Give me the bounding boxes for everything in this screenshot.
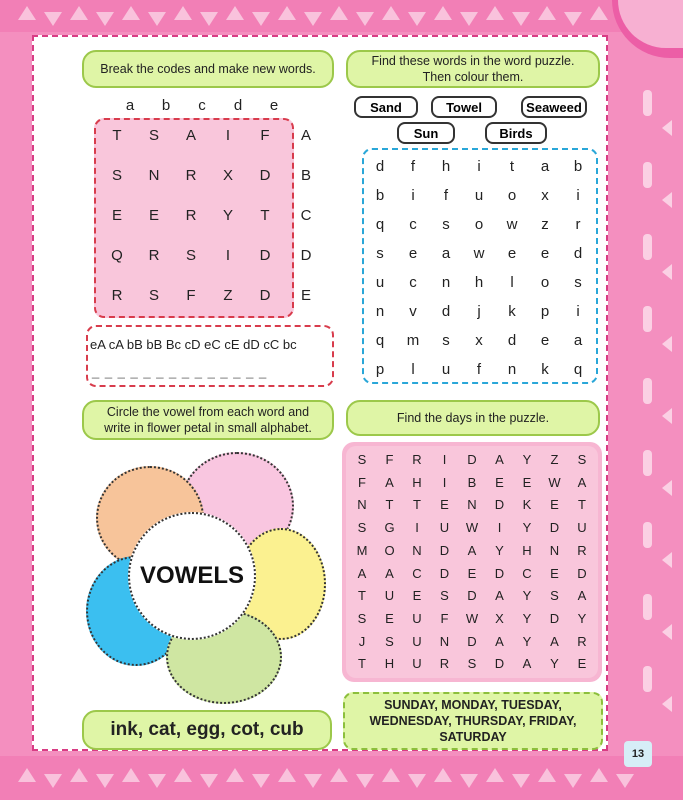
days-puzzle-cell[interactable]: S (577, 452, 587, 467)
triangle-decor (460, 12, 478, 26)
days-puzzle-cell[interactable]: A (550, 633, 559, 649)
days-puzzle-cell[interactable]: A (577, 474, 587, 490)
triangle-decor (148, 12, 166, 26)
code-row-key: A (300, 127, 311, 144)
days-puzzle-cell[interactable]: U (412, 656, 422, 672)
days-puzzle-cell[interactable]: E (550, 565, 559, 581)
days-instruction-text: Find the days in the puzzle. (396, 410, 550, 425)
triangle-decor (148, 774, 166, 788)
days-list-line3: SATURDAY (439, 730, 507, 745)
days-puzzle-cell[interactable]: D (549, 610, 560, 626)
word-puzzle-cell[interactable]: w (506, 216, 518, 233)
days-puzzle-cell[interactable]: Y (522, 588, 532, 604)
triangle-decor (538, 6, 556, 20)
triangle-decor (96, 12, 114, 26)
side-arrow-decor (662, 624, 672, 640)
triangle-decor (278, 768, 296, 782)
triangle-decor (434, 768, 452, 782)
word-puzzle-cell[interactable]: r (575, 216, 581, 233)
days-puzzle-cell[interactable]: Y (550, 656, 559, 672)
code-grid-cell: S (148, 287, 159, 304)
vowel-instruction-line1: Circle the vowel from each word and (106, 404, 310, 419)
days-puzzle-cell[interactable]: E (522, 474, 532, 490)
word-puzzle-cell[interactable]: p (375, 361, 385, 378)
days-puzzle-cell[interactable]: A (577, 588, 587, 604)
vowel-instruction (82, 400, 334, 440)
word-puzzle-cell[interactable]: j (477, 303, 481, 320)
word-puzzle-instruction (346, 50, 600, 88)
triangle-decor (304, 774, 322, 788)
days-puzzle-cell[interactable]: X (495, 610, 504, 626)
codes-instruction-text: Break the codes and make new words. (100, 61, 316, 76)
side-dash-decor (643, 234, 652, 260)
days-puzzle-cell[interactable]: N (412, 542, 422, 558)
triangle-decor (330, 6, 348, 20)
code-grid-cell: T (260, 207, 270, 224)
code-grid-cell: R (185, 167, 197, 184)
word-puzzle-cell[interactable]: q (375, 332, 385, 349)
triangle-decor (70, 6, 88, 20)
triangle-decor (174, 6, 192, 20)
word-puzzle-cell[interactable]: c (409, 274, 417, 291)
code-col-key: a (125, 97, 135, 114)
word-puzzle-cell[interactable]: f (410, 158, 416, 175)
code-grid-cell: S (111, 167, 122, 184)
word-puzzle-cell[interactable]: u (474, 187, 484, 204)
word-puzzle-cell[interactable]: n (507, 361, 517, 378)
triangle-decor (486, 6, 504, 20)
days-puzzle-cell[interactable]: T (358, 656, 366, 672)
days-puzzle-cell[interactable]: A (357, 565, 367, 581)
word-puzzle-instruction-line1: Find these words in the word puzzle. (371, 53, 575, 68)
search-word-chip: Towel (431, 96, 497, 118)
code-grid-cell: Y (222, 207, 233, 224)
triangle-decor (590, 768, 608, 782)
triangle-decor (590, 6, 608, 20)
word-puzzle-cell[interactable]: e (540, 332, 550, 349)
word-puzzle-cell[interactable]: v (409, 303, 417, 320)
days-puzzle-cell[interactable]: F (385, 452, 394, 467)
word-puzzle-cell[interactable]: s (442, 332, 450, 349)
word-puzzle-cell[interactable]: p (540, 303, 550, 320)
code-row-key: E (300, 287, 311, 304)
answer-blanks[interactable]: _ _ _ _ _ _ _ _ _ _ _ _ _ _ (92, 364, 268, 379)
word-puzzle-cell[interactable]: k (508, 303, 516, 320)
word-puzzle-cell[interactable]: f (476, 361, 482, 378)
word-puzzle-cell[interactable]: s (442, 216, 450, 233)
triangle-decor (356, 774, 374, 788)
triangle-decor (252, 12, 270, 26)
search-word-chip: Sun (397, 122, 455, 144)
word-puzzle-cell[interactable]: o (507, 187, 517, 204)
word-puzzle-cell[interactable]: i (576, 187, 580, 204)
triangle-decor (538, 768, 556, 782)
triangle-decor (382, 768, 400, 782)
days-puzzle-cell[interactable]: F (440, 610, 449, 626)
side-dash-decor (643, 162, 652, 188)
word-puzzle-cell[interactable]: c (409, 216, 417, 233)
word-puzzle-cell[interactable]: x (475, 332, 483, 349)
word-puzzle-instruction-line2: Then colour them. (422, 70, 524, 84)
word-puzzle-cell[interactable]: d (507, 332, 517, 349)
word-puzzle-cell[interactable]: a (540, 158, 550, 175)
side-dash-decor (643, 450, 652, 476)
vowel-words (82, 710, 332, 750)
word-puzzle-cell[interactable]: n (441, 274, 451, 291)
days-puzzle-cell[interactable]: U (439, 520, 450, 536)
triangle-decor (434, 6, 452, 20)
code-grid-cell: S (148, 127, 159, 144)
word-puzzle-cell[interactable]: e (540, 245, 550, 262)
days-puzzle-cell[interactable]: A (495, 633, 504, 649)
triangle-decor (564, 774, 582, 788)
days-puzzle-cell[interactable]: H (522, 542, 532, 558)
word-puzzle-cell[interactable]: i (411, 187, 415, 204)
side-arrow-decor (662, 408, 672, 424)
triangle-decor (304, 12, 322, 26)
word-puzzle-cell[interactable]: e (408, 245, 418, 262)
code-row-key: C (300, 207, 312, 224)
side-arrow-decor (662, 696, 672, 712)
triangle-decor (486, 768, 504, 782)
days-puzzle-cell[interactable]: U (412, 633, 422, 649)
word-puzzle-cell[interactable]: x (541, 187, 549, 204)
days-puzzle-cell[interactable]: D (494, 656, 505, 672)
code-grid-cell: A (185, 127, 196, 144)
word-puzzle-cell[interactable]: b (573, 158, 583, 175)
triangle-decor (564, 12, 582, 26)
days-puzzle-cell[interactable]: H (384, 656, 395, 672)
days-puzzle-cell[interactable]: C (522, 565, 532, 581)
side-arrow-decor (662, 264, 672, 280)
triangle-decor (122, 6, 140, 20)
days-puzzle-cell[interactable]: N (357, 497, 367, 513)
days-puzzle-cell[interactable]: U (577, 520, 587, 536)
word-puzzle-cell[interactable]: l (510, 274, 514, 291)
days-puzzle-cell[interactable]: W (465, 610, 479, 626)
code-grid-cell: E (111, 207, 122, 224)
triangle-decor (382, 6, 400, 20)
days-puzzle-cell[interactable]: C (412, 565, 422, 581)
days-list (343, 692, 603, 750)
days-list-line1: SUNDAY, MONDAY, TUESDAY, (384, 697, 562, 712)
word-puzzle-cell[interactable]: h (474, 274, 484, 291)
code-col-key: b (161, 97, 171, 114)
days-puzzle-cell[interactable]: T (578, 497, 586, 513)
word-puzzle-cell[interactable]: i (477, 158, 481, 175)
code-grid-cell: Q (111, 247, 123, 264)
days-puzzle-cell[interactable]: E (440, 497, 449, 513)
triangle-decor (460, 774, 478, 788)
days-puzzle-cell[interactable]: E (550, 497, 559, 513)
triangle-decor (226, 6, 244, 20)
days-puzzle-cell[interactable]: M (356, 542, 368, 558)
days-puzzle-cell[interactable]: S (385, 633, 394, 649)
word-puzzle-cell[interactable]: a (573, 332, 583, 349)
days-puzzle-cell[interactable]: D (467, 633, 477, 649)
code-grid-cell: D (259, 247, 271, 264)
code-grid-cell: E (148, 207, 159, 224)
days-puzzle-cell[interactable]: U (384, 588, 395, 604)
days-puzzle-cell[interactable]: D (494, 565, 505, 581)
code-grid-cell: X (222, 167, 233, 184)
days-puzzle-cell[interactable]: D (467, 452, 477, 467)
side-arrow-decor (662, 552, 672, 568)
search-word-chip: Sand (354, 96, 418, 118)
days-puzzle-cell[interactable]: Y (522, 633, 532, 649)
word-puzzle-cell[interactable]: d (375, 158, 385, 175)
days-puzzle-cell[interactable]: R (439, 656, 450, 672)
word-puzzle-cell[interactable]: z (541, 216, 549, 233)
triangle-decor (330, 768, 348, 782)
page-number: 13 (624, 741, 652, 767)
triangle-decor (44, 12, 62, 26)
side-dash-decor (643, 666, 652, 692)
days-puzzle-cell[interactable]: D (494, 497, 505, 513)
triangle-decor (356, 12, 374, 26)
word-puzzle-cell[interactable]: a (441, 245, 451, 262)
word-puzzle-cell[interactable]: k (541, 361, 549, 378)
word-puzzle-cell[interactable]: h (441, 158, 451, 175)
word-puzzle-cell[interactable]: u (441, 361, 451, 378)
days-puzzle-cell[interactable]: D (577, 565, 587, 581)
code-col-key: c (198, 97, 206, 114)
days-puzzle-cell[interactable]: F (358, 474, 366, 490)
triangle-decor (408, 774, 426, 788)
days-puzzle-cell[interactable]: A (385, 565, 394, 581)
side-dash-decor (643, 522, 652, 548)
days-puzzle-cell[interactable]: N (467, 497, 477, 513)
days-list-line2: WEDNESDAY, THURSDAY, FRIDAY, (369, 713, 577, 728)
days-puzzle-cell[interactable]: R (577, 633, 587, 649)
days-puzzle-cell[interactable]: R (412, 452, 422, 467)
side-dash-decor (643, 306, 652, 332)
code-grid-cell: R (148, 247, 160, 264)
side-dash-decor (643, 90, 652, 116)
code-grid-cell: F (260, 127, 270, 144)
triangle-decor (122, 768, 140, 782)
days-instruction (346, 400, 600, 436)
flower-center (128, 512, 256, 640)
word-puzzle-cell[interactable]: i (576, 303, 580, 320)
days-puzzle-cell[interactable]: S (550, 588, 559, 604)
side-dash-decor (643, 378, 652, 404)
code-grid-cell: D (259, 167, 271, 184)
triangle-decor (200, 774, 218, 788)
days-puzzle-cell[interactable]: R (577, 542, 587, 558)
days-puzzle-cell[interactable]: J (358, 633, 366, 649)
triangle-decor (512, 774, 530, 788)
word-puzzle-cell[interactable]: d (441, 303, 451, 320)
code-grid-cell: R (111, 287, 123, 304)
days-puzzle-cell[interactable]: E (385, 610, 394, 626)
side-arrow-decor (662, 192, 672, 208)
days-puzzle-cell[interactable]: I (497, 520, 502, 536)
days-puzzle-cell[interactable]: E (467, 565, 477, 581)
days-puzzle-cell[interactable]: K (522, 497, 532, 513)
word-puzzle-cell[interactable]: b (375, 187, 385, 204)
code-grid-cell: F (186, 287, 196, 304)
word-puzzle-cell[interactable]: l (411, 361, 415, 378)
vowel-words-text: ink, cat, egg, cot, cub (110, 719, 304, 740)
word-puzzle-cell[interactable]: f (443, 187, 449, 204)
triangle-decor (616, 774, 634, 788)
days-puzzle-cell[interactable]: N (439, 633, 450, 649)
code-grid-cell: N (148, 167, 160, 184)
word-puzzle-cell[interactable]: q (573, 361, 583, 378)
triangle-decor (96, 774, 114, 788)
days-puzzle-cell[interactable]: I (442, 452, 447, 467)
triangle-decor (278, 6, 296, 20)
code-grid-cell: D (259, 287, 271, 304)
days-puzzle-cell[interactable]: D (439, 565, 450, 581)
word-puzzle-cell[interactable]: e (507, 245, 517, 262)
corner-tab-inner (618, 0, 683, 48)
codes-instruction (82, 50, 334, 88)
days-puzzle-cell[interactable]: A (467, 542, 477, 558)
code-grid-cell: T (112, 127, 122, 144)
triangle-decor (18, 768, 36, 782)
word-puzzle-cell[interactable]: q (375, 216, 385, 233)
triangle-decor (70, 768, 88, 782)
days-puzzle-cell[interactable]: S (467, 656, 477, 672)
days-puzzle-cell[interactable]: S (357, 520, 367, 536)
days-puzzle-cell[interactable]: S (440, 588, 449, 604)
word-puzzle-cell[interactable]: o (474, 216, 484, 233)
vowel-instruction-line2: write in flower petal in small alphabet. (104, 421, 312, 435)
days-puzzle-cell[interactable]: A (522, 656, 532, 672)
days-puzzle-cell[interactable]: T (358, 588, 366, 604)
days-puzzle-cell[interactable]: Y (495, 542, 504, 558)
side-arrow-decor (662, 120, 672, 136)
days-puzzle-cell[interactable]: Y (577, 610, 587, 626)
days-puzzle-cell[interactable]: T (385, 497, 394, 513)
code-grid-cell: S (185, 247, 196, 264)
word-puzzle-cell[interactable]: n (375, 303, 385, 320)
days-puzzle-cell[interactable]: N (549, 542, 560, 558)
word-puzzle-cell[interactable]: s (574, 274, 582, 291)
days-puzzle-cell[interactable]: U (412, 610, 422, 626)
days-puzzle-cell[interactable]: A (495, 588, 504, 604)
days-puzzle-cell[interactable]: S (357, 610, 367, 626)
word-puzzle-cell[interactable]: o (540, 274, 550, 291)
days-puzzle-cell[interactable]: G (384, 520, 395, 536)
days-puzzle-cell[interactable]: D (439, 542, 450, 558)
word-puzzle-cell[interactable]: t (509, 158, 515, 175)
days-puzzle-cell[interactable]: T (413, 497, 421, 513)
code-grid-cell: I (225, 247, 231, 264)
code-grid-cell: Z (223, 287, 233, 304)
days-puzzle-cell[interactable]: A (495, 452, 504, 467)
days-puzzle-cell[interactable]: I (415, 520, 419, 536)
code-row-key: B (300, 167, 311, 184)
days-puzzle-cell[interactable]: O (384, 542, 395, 558)
codes-to-break: eA cA bB bB Bc cD eC cE dD cC bc (90, 337, 297, 352)
days-puzzle-cell[interactable]: W (465, 520, 479, 536)
triangle-decor (18, 6, 36, 20)
code-col-key: e (269, 97, 279, 114)
search-word-chip: Birds (485, 122, 547, 144)
code-grid-cell: I (225, 127, 231, 144)
days-puzzle-cell[interactable]: A (385, 474, 394, 490)
days-puzzle-cell[interactable]: D (467, 588, 477, 604)
word-puzzle-cell[interactable]: w (473, 245, 485, 262)
triangle-decor (174, 768, 192, 782)
days-puzzle-cell[interactable]: Y (522, 520, 532, 536)
days-puzzle-cell[interactable]: Y (522, 452, 532, 467)
triangle-decor (252, 774, 270, 788)
days-puzzle-cell[interactable]: Y (522, 610, 532, 626)
days-puzzle-cell[interactable]: H (412, 474, 422, 490)
days-puzzle-cell[interactable]: E (577, 656, 587, 672)
side-arrow-decor (662, 336, 672, 352)
word-puzzle-cell[interactable]: s (376, 245, 384, 262)
days-puzzle-cell[interactable]: S (357, 452, 367, 467)
side-arrow-decor (662, 480, 672, 496)
days-puzzle-cell[interactable]: I (442, 474, 447, 490)
code-grid-cell: R (185, 207, 197, 224)
word-puzzle-cell[interactable]: d (573, 245, 583, 262)
triangle-decor (200, 12, 218, 26)
search-word-chip: Seaweed (521, 96, 587, 118)
triangle-decor (408, 12, 426, 26)
triangle-decor (44, 774, 62, 788)
days-puzzle-cell[interactable]: B (467, 474, 477, 490)
days-puzzle-cell[interactable]: D (549, 520, 560, 536)
word-puzzle-cell[interactable]: m (406, 332, 420, 349)
days-puzzle-cell[interactable]: W (548, 474, 561, 490)
days-puzzle-cell[interactable]: Z (550, 452, 559, 467)
code-col-key: d (233, 97, 243, 114)
triangle-decor (226, 768, 244, 782)
side-dash-decor (643, 594, 652, 620)
triangle-decor (512, 12, 530, 26)
vowels-label: VOWELS (139, 562, 244, 589)
days-puzzle-cell[interactable]: E (495, 474, 504, 490)
days-puzzle-cell[interactable]: E (412, 588, 422, 604)
word-puzzle-cell[interactable]: u (375, 274, 385, 291)
code-row-key: D (300, 247, 312, 264)
